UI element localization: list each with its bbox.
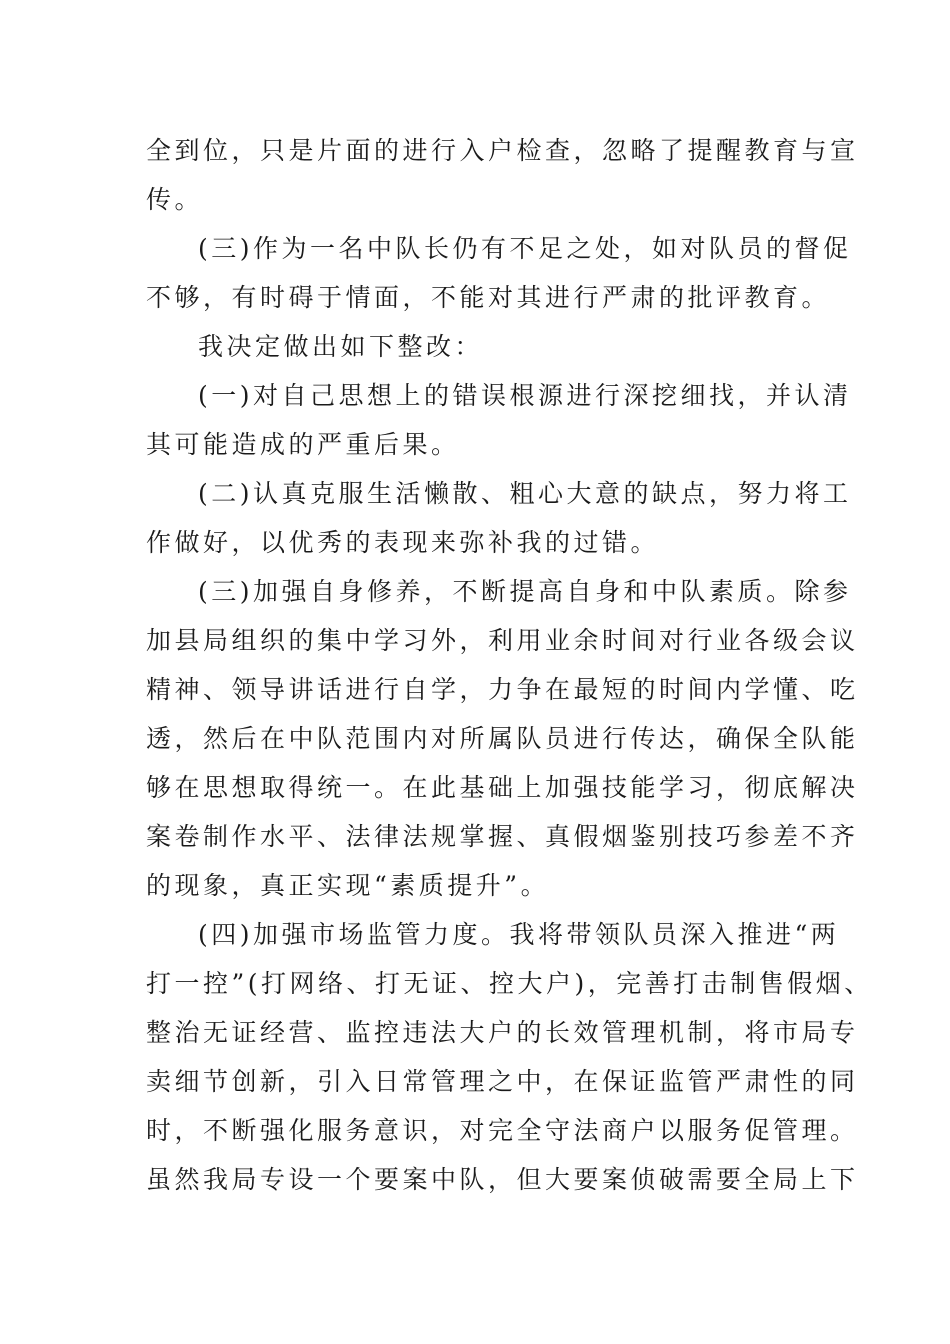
- text-line: (二)认真克服生活懒散、粗心大意的缺点，努力将工: [198, 479, 852, 508]
- document-body: [146, 126, 873, 1204]
- text-line: 案卷制作水平、法律法规掌握、真假烟鉴别技巧参差不齐: [146, 822, 859, 851]
- text-line: 我决定做出如下整改：: [198, 332, 484, 361]
- text-line: 整治无证经营、监控违法大户的长效管理机制，将市局专: [146, 1018, 859, 1047]
- text-line: 的现象，真正实现“素质提升”。: [146, 871, 550, 900]
- text-line: 不够，有时碍于情面，不能对其进行严肃的批评教育。: [146, 283, 831, 312]
- text-line: (四)加强市场监管力度。我将带领队员深入推进“两: [198, 920, 840, 949]
- text-line: 够在思想取得统一。在此基础上加强技能学习，彻底解决: [146, 773, 859, 802]
- text-line: 传。: [146, 185, 204, 214]
- text-line: (一)对自己思想上的错误根源进行深挖细找，并认清: [198, 381, 852, 410]
- text-line: 作做好，以优秀的表现来弥补我的过错。: [146, 528, 660, 557]
- text-line: 虽然我局专设一个要案中队，但大要案侦破需要全局上下: [146, 1165, 859, 1194]
- text-line: 加县局组织的集中学习外，利用业余时间对行业各级会议: [146, 626, 859, 655]
- text-line: 卖细节创新，引入日常管理之中，在保证监管严肃性的同: [146, 1067, 859, 1096]
- text-line: 精神、领导讲话进行自学，力争在最短的时间内学懂、吃: [146, 675, 859, 704]
- text-line: (三)加强自身修养，不断提高自身和中队素质。除参: [198, 577, 852, 606]
- text-line: 其可能造成的严重后果。: [146, 430, 460, 459]
- text-line: 透，然后在中队范围内对所属队员进行传达，确保全队能: [146, 724, 859, 753]
- text-line: 打一控”(打网络、打无证、控大户)，完善打击制售假烟、: [146, 969, 873, 998]
- text-line: (三)作为一名中队长仍有不足之处，如对队员的督促: [198, 234, 852, 263]
- text-line: 全到位，只是片面的进行入户检查，忽略了提醒教育与宣: [146, 136, 859, 165]
- text-line: 时，不断强化服务意识，对完全守法商户以服务促管理。: [146, 1116, 859, 1145]
